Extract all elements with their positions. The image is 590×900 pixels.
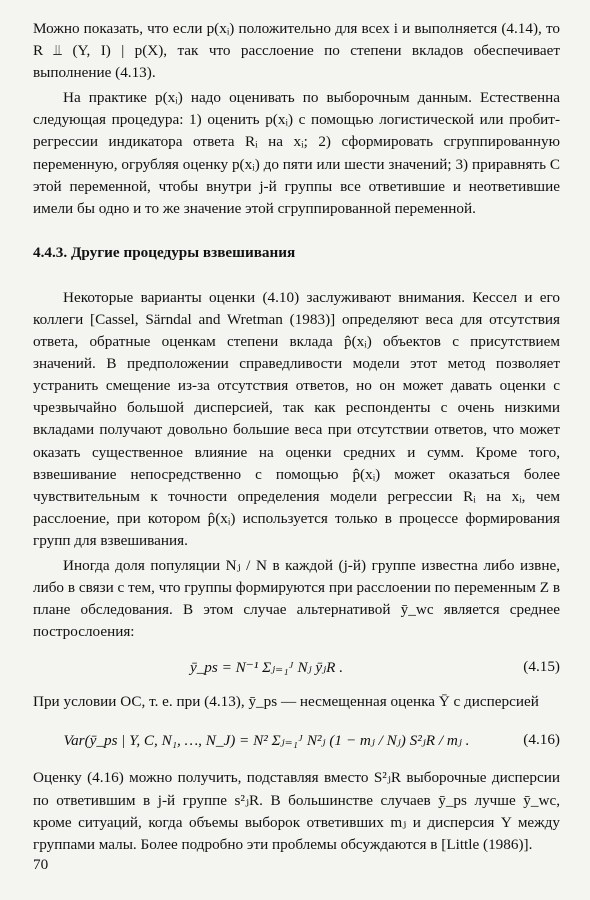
formula-4-16-number: (4.16) [523, 731, 560, 749]
formula-4-16-expression: Var(ȳ_ps | Y, C, N₁, …, N_J) = N² Σⱼ₌₁ᴶ N²ⱼ (1 − mⱼ / Nⱼ) S²ⱼR / mⱼ . [63, 731, 470, 749]
page-number: 70 [33, 856, 49, 873]
paragraph-2: На практике p(xᵢ) надо оценивать по выборочным данным. Естественна следующая процедура: 1) оценить p(xᵢ) с помощью логистической или пробит-регрессии индикатора ответа Rᵢ на xᵢ; 2) сформировать сгруппированную переменную, огрубляя оценку p(xᵢ) до пяти или шести значений; 3) приравнять C этой переменной, чтобы внутри j-й группы все ответившие и неответившие имели бы одно и то же значение этой сгруппированной переменной. [33, 89, 560, 217]
paragraph-6: Оценку (4.16) можно получить, подставляя вместо S²ⱼR выборочные дисперсии по ответившим в j-й группе s²ⱼR. В большинстве случаев ȳ_ps лучше ȳ_wc, кроме ситуаций, когда объемы выборок ответивших mⱼ и дисперсия Y между группами малы. Более подробно эти проблемы обсуждаются в [Little (1986)]. [33, 769, 560, 853]
formula-4-16 [33, 715, 560, 765]
formula-4-15 [33, 645, 560, 689]
paragraph-4: Иногда доля популяции Nⱼ / N в каждой (j-й) группе известна либо извне, либо в связи с тем, что группы формируются при расслоении по переменным Z в плане обследования. В этом случае альтернативой ȳ_wc является среднее построслоения: [33, 556, 560, 641]
formula-4-15-number: (4.15) [523, 658, 560, 676]
formula-4-15-expression: ȳ_ps = N⁻¹ Σⱼ₌₁ᴶ Nⱼ ȳⱼR . [189, 658, 344, 676]
section-heading: 4.4.3. Другие процедуры взвешивания [33, 243, 296, 261]
paragraph-1: Можно показать, что если p(xᵢ) положительно для всех i и выполняется (4.14), то R ⫫ (Y, I) | p(X), так что расслоение по степени вкладов обеспечивает выполнение (4.13). [33, 20, 560, 82]
paragraph-3: Некоторые варианты оценки (4.10) заслуживают внимания. Кессел и его коллеги [Cassel, Särndal and Wretman (1983)] определяют веса для отсутствия ответа, обратные оценкам степени вклада p̂(xᵢ) объектов с присутствием значений. В предположении справедливости модели этот метод позволяет устранить смещение из-за отсутствия ответов, но он может давать оценки с чрезвычайно большой дисперсией, так как респонденты с очень низкими вкладами получают довольно большие веса при отсутствии ответов, что может оказать существенное влияние на оценки средних и сумм. Кроме того, взвешивание непосредственно с помощью p̂(xᵢ) может оказаться более чувствительным к точности определения модели регрессии Rᵢ на xᵢ, чем расслоение, при котором p̂(xᵢ) используется только в процессе формирования групп для взвешивания. [33, 288, 560, 549]
paragraph-5: При условии ОС, т. е. при (4.13), ȳ_ps — несмещенная оценка Ȳ с дисперсией [33, 693, 539, 711]
